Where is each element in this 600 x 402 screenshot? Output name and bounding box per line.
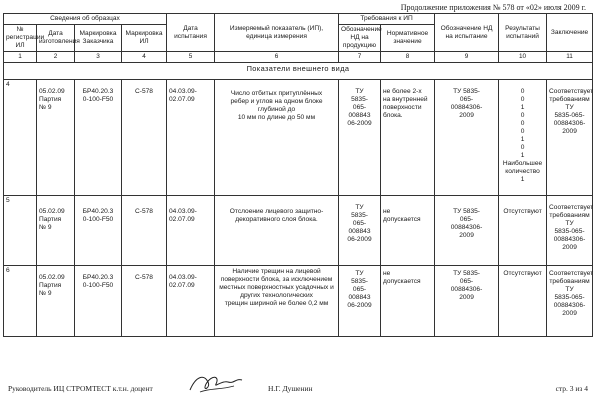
results: Отсутствуют — [499, 195, 547, 265]
test-nd-header: Обозначение НД на испытание — [435, 14, 499, 52]
signatory-title: Руководитель ИЦ СТРОМТЕСТ к.т.н. доцент — [8, 384, 153, 393]
req-value: не допускается — [381, 195, 435, 265]
manufacture-date: 05.02.09 Партия № 9 — [37, 79, 75, 195]
req-nd: ТУ 5835- 065- 008843 06-2009 — [339, 195, 381, 265]
test-results-table — [3, 13, 593, 337]
indicator: Наличие трещин на лицевой поверхности блока, за исключением местных поверхностных усадочных и других технологических трещин шириной не более 0,2 мм — [215, 265, 339, 336]
req-nd: ТУ 5835- 065- 008843 06-2009 — [339, 265, 381, 336]
test-nd: ТУ 5835- 065- 00884306- 2009 — [435, 195, 499, 265]
reg-number: 5 — [4, 195, 37, 265]
table-row — [4, 265, 593, 336]
col-number: 2 — [37, 52, 75, 63]
conclusion: Соответствует требованиям ТУ 5835-065- 00884306- 2009 — [547, 79, 593, 195]
il-mark: С-578 — [122, 195, 167, 265]
customer-mark: БР40.20.3 0-100-F50 — [75, 265, 122, 336]
requirements-group-header: Требования к ИП — [339, 14, 435, 25]
customer-mark: БР40.20.3 0-100-F50 — [75, 79, 122, 195]
col-number: 11 — [547, 52, 593, 63]
req-nd-header: Обозначение НД на продукцию — [339, 25, 381, 52]
reg-number: 6 — [4, 265, 37, 336]
appendix-header: Продолжение приложения № 578 от «02» июля 2009 г. — [400, 3, 586, 12]
table-row — [4, 79, 593, 195]
col-number: 8 — [381, 52, 435, 63]
signature-icon — [186, 370, 246, 398]
signatory-name: Н.Г. Душенин — [268, 384, 313, 393]
reg-number: 4 — [4, 79, 37, 195]
samples-group-header: Сведения об образцах — [4, 14, 167, 25]
test-date-header: Дата испытания — [167, 14, 215, 52]
test-nd: ТУ 5835- 065- 00884306- 2009 — [435, 79, 499, 195]
table-row — [4, 195, 593, 265]
col-number: 5 — [167, 52, 215, 63]
col-number: 4 — [122, 52, 167, 63]
req-nd: ТУ 5835- 065- 008843 06-2009 — [339, 79, 381, 195]
col-number: 7 — [339, 52, 381, 63]
req-value: не допускается — [381, 265, 435, 336]
indicator: Число отбитых притуплённых ребер и углов на одном блоке глубиной до 10 мм по длине до 50 мм — [215, 79, 339, 195]
col-number: 6 — [215, 52, 339, 63]
indicator-header: Измеряемый показатель (ИП), единица измерения — [215, 14, 339, 52]
test-nd: ТУ 5835- 065- 00884306- 2009 — [435, 265, 499, 336]
conclusion: Соответствует требованиям ТУ 5835-065- 00884306- 2009 — [547, 265, 593, 336]
req-value: не более 2-х на внутренней поверхности блока. — [381, 79, 435, 195]
manufacture-date: 05.02.09 Партия № 9 — [37, 195, 75, 265]
col-number: 3 — [75, 52, 122, 63]
il-mark: С-578 — [122, 79, 167, 195]
customer-mark-header: Маркировка Заказчика — [75, 25, 122, 52]
test-date: 04.03.09- 02.07.09 — [167, 195, 215, 265]
results-header: Результаты испытаний — [499, 14, 547, 52]
indicator: Отслоение лицевого защитно- декоративного слоя блока. — [215, 195, 339, 265]
manufacture-date: 05.02.09 Партия № 9 — [37, 265, 75, 336]
test-date: 04.03.09- 02.07.09 — [167, 265, 215, 336]
req-value-header: Нормативное значение — [381, 25, 435, 52]
conclusion-header: Заключение — [547, 14, 593, 52]
manufacture-date-header: Дата изготовления — [37, 25, 75, 52]
il-mark: С-578 — [122, 265, 167, 336]
test-date: 04.03.09- 02.07.09 — [167, 79, 215, 195]
results: 0 0 1 0 0 0 1 0 1 Наибольшее количество 1 — [499, 79, 547, 195]
il-mark-header: Маркировка ИЛ — [122, 25, 167, 52]
conclusion: Соответствует требованиям ТУ 5835-065- 00884306- 2009 — [547, 195, 593, 265]
col-number: 10 — [499, 52, 547, 63]
col-number: 1 — [4, 52, 37, 63]
page-number: стр. 3 из 4 — [555, 384, 588, 393]
reg-no-header: № регистрации ИЛ — [4, 25, 37, 52]
section-title: Показатели внешнего вида — [4, 62, 593, 79]
col-number: 9 — [435, 52, 499, 63]
customer-mark: БР40.20.3 0-100-F50 — [75, 195, 122, 265]
results: Отсутствуют — [499, 265, 547, 336]
